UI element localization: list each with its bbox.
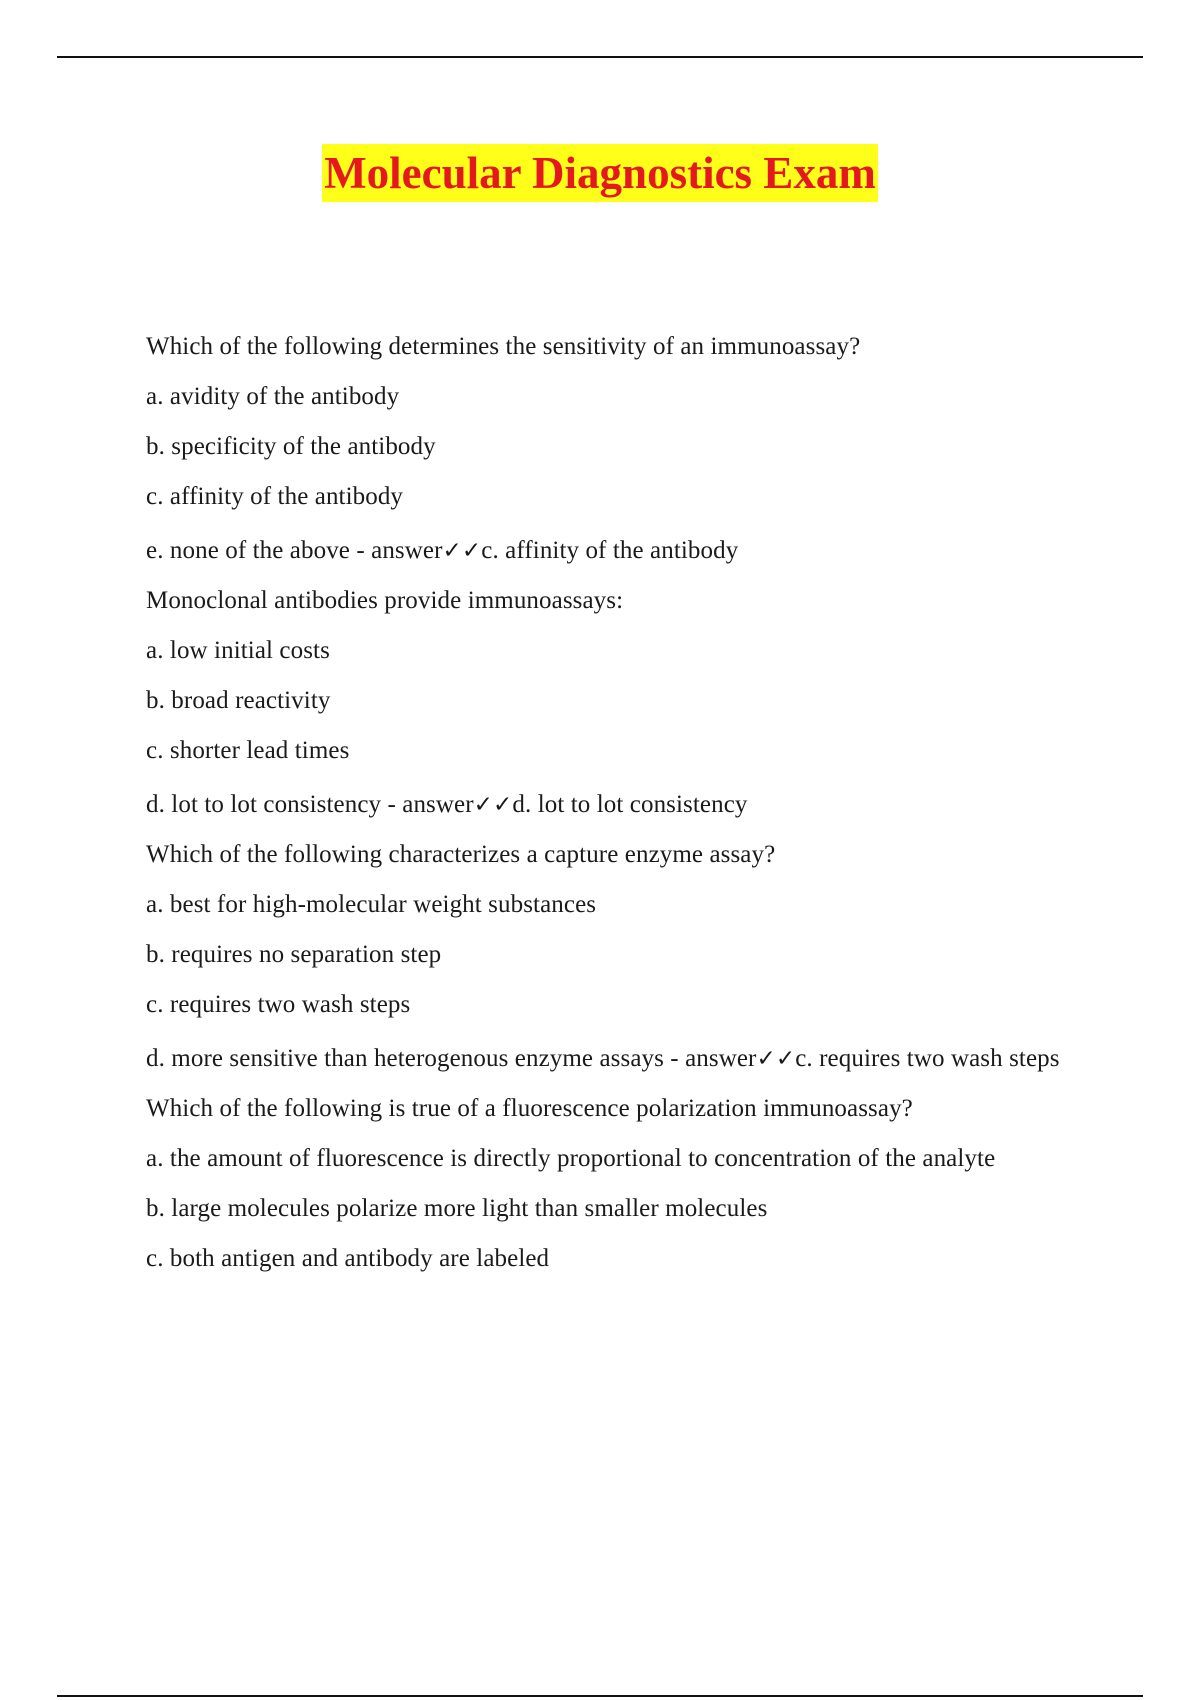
check-mark-icon: ✓✓ <box>473 792 513 818</box>
question-2-option-a: a. low initial costs <box>146 637 330 664</box>
question-3-answer: c. requires two wash steps <box>795 1045 1060 1072</box>
question-1-option-a: a. avidity of the antibody <box>146 383 400 410</box>
question-3-option-c: c. requires two wash steps <box>146 991 411 1018</box>
page-title: Molecular Diagnostics Exam <box>322 144 878 202</box>
exam-content <box>146 330 1066 1292</box>
question-1-last-option: e. none of the above - answer <box>146 537 443 564</box>
question-3-option-b: b. requires no separation step <box>146 941 442 968</box>
title-container <box>0 144 1200 202</box>
question-1-answer-line <box>146 534 1066 568</box>
question-3-last-option: d. more sensitive than heterogenous enzyme assays - answer <box>146 1045 757 1072</box>
question-4-option-a: a. the amount of fluorescence is directly proportional to concentration of the analyte <box>146 1145 996 1172</box>
question-2-text: Monoclonal antibodies provide immunoassays: <box>146 587 624 614</box>
question-1-option-b: b. specificity of the antibody <box>146 433 436 460</box>
question-4-option-b: b. large molecules polarize more light than smaller molecules <box>146 1195 768 1222</box>
question-2-answer-line <box>146 788 1066 822</box>
question-1-option-c: c. affinity of the antibody <box>146 483 404 510</box>
question-2-answer: d. lot to lot consistency <box>512 791 748 818</box>
question-1-answer: c. affinity of the antibody <box>481 537 739 564</box>
question-3-answer-line <box>146 1042 1066 1076</box>
question-2-option-c: c. shorter lead times <box>146 737 350 764</box>
question-4-text: Which of the following is true of a fluorescence polarization immunoassay? <box>146 1095 913 1122</box>
question-2-last-option: d. lot to lot consistency - answer <box>146 791 474 818</box>
question-3-text: Which of the following characterizes a capture enzyme assay? <box>146 841 776 868</box>
check-mark-icon: ✓✓ <box>756 1046 796 1072</box>
question-3-option-a: a. best for high-molecular weight substances <box>146 891 597 918</box>
top-rule <box>57 56 1143 58</box>
question-1-text: Which of the following determines the sensitivity of an immunoassay? <box>146 333 861 360</box>
question-2-option-b: b. broad reactivity <box>146 687 331 714</box>
check-mark-icon: ✓✓ <box>442 538 482 564</box>
bottom-rule <box>57 1695 1143 1697</box>
question-4-option-c: c. both antigen and antibody are labeled <box>146 1245 550 1272</box>
